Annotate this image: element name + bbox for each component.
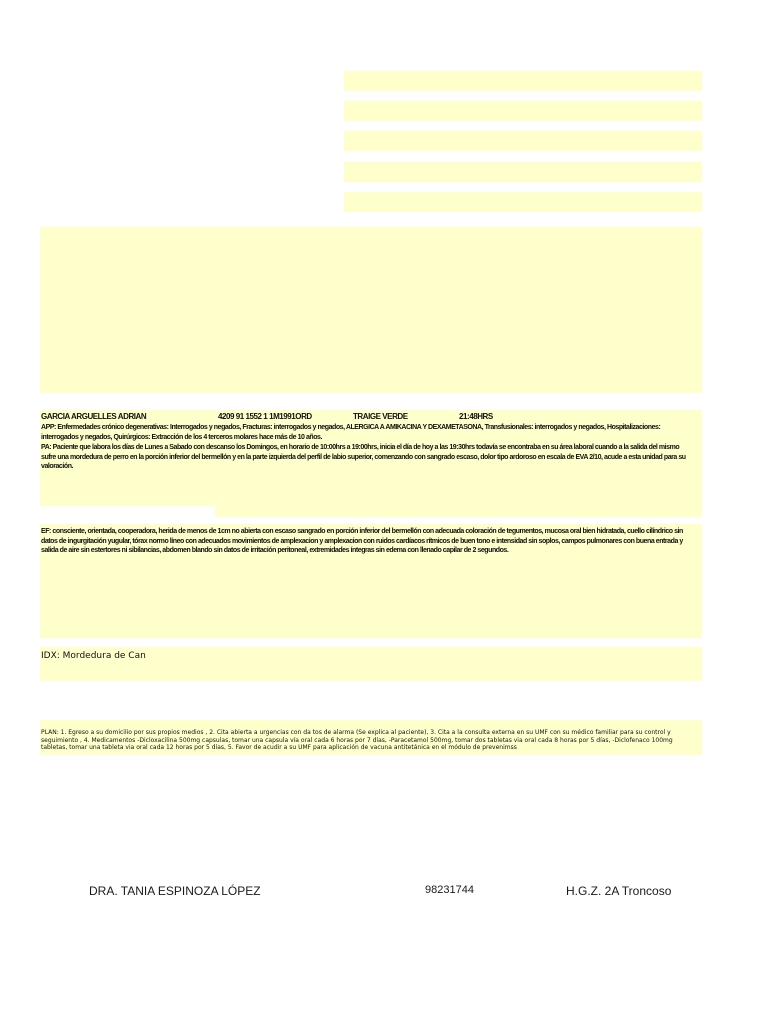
header-field-2[interactable] xyxy=(344,101,702,121)
diagnosis: IDX: Mordedura de Can xyxy=(41,651,146,661)
patient-name: GARCIA ARGUELLES ADRIAN xyxy=(41,412,147,421)
physical-exam: EF: consciente, orientada, cooperadora, herida de menos de 1cm no abierta con escaso sangrado en porción inferior del bermellón con adecuada coloración de tegumentos, mucosa oral bien hidratada, cuello cilíndrico sin datos de ingurgitación yugular, tórax normo líneo con adecuados movimientos de amplexacion y amplexacion con ruidos cardíacos rítmicos de buen tono e intensidad sin soplos, campos pulmonares con buena entrada y salida de aire sin estertores ni sibilancias, abdomen blando sin datos de irritación peritoneal, extremidades íntegras sin edema con llenado capilar de 2 segundos. xyxy=(41,528,683,554)
notes-area[interactable] xyxy=(40,227,702,393)
app-history: APP: Enfermedades crónico degenerativas: Interrogados y negados, Fracturas: interrogados y negados, ALERGICA A AMIKACINA Y DEXAMETASONA, Transfusionales: interrogados y negados, Hospitalizaciones: interrogados y negados, Quirúrgicos: Extracción de los 4 terceros molares hace más de 10 años. xyxy=(41,424,661,441)
pa-history: PA: Paciente que labora los días de Lunes a Sabado con descanso los Domingos, en horario de 10:00hrs a 19:00hrs, inicia el día de hoy a las 19:30hrs todavía se encontraba en su área laboral cuando a la salida del mismo sufre una mordedura de perro en la porción inferior del bermellón y en la parte izquierda del perfil de labio superior, comenzando con sangrado escaso, dolor tipo ardoroso en escala de EVA 2/10, acude a esta unidad para su valoración. xyxy=(41,444,686,470)
doctor-name: DRA. TANIA ESPINOZA LÓPEZ xyxy=(89,884,261,898)
header-field-4[interactable] xyxy=(344,162,702,182)
affiliation-number: 4209 91 1552 1 1M1991ORD xyxy=(218,412,312,421)
history-subfield[interactable] xyxy=(40,506,215,517)
triage-level: TRAIGE VERDE xyxy=(353,412,408,421)
arrival-time: 21:48HRS xyxy=(459,412,493,421)
header-field-3[interactable] xyxy=(344,131,702,151)
doctor-id-number: 98231744 xyxy=(425,884,474,896)
hospital-name: H.G.Z. 2A Troncoso xyxy=(566,884,672,898)
header-field-1[interactable] xyxy=(344,71,702,91)
header-field-5[interactable] xyxy=(344,192,702,212)
treatment-plan: PLAN: 1. Egreso a su domicilio por sus propios medios , 2. Cita abierta a urgencias con da tos de alarma (Se explica al paciente), 3. Cita a la consulta externa en su UMF con su médico familiar para su control y seguimiento , 4. Medicamentos -Dicloxacilina 500mg capsulas, tomar una capsula vía oral cada 6 horas por 7 días, -Paracetamol 500mg, tomar dos tabletas via oral cada 8 horas por 5 días, -Diclofenaco 100mg tabletas, tomar una tableta via oral cada 12 horas por 5 días, 5. Favor de acudir a su UMF para aplicación de vacuna antitetánica en el módulo de prevenimss xyxy=(41,729,673,751)
